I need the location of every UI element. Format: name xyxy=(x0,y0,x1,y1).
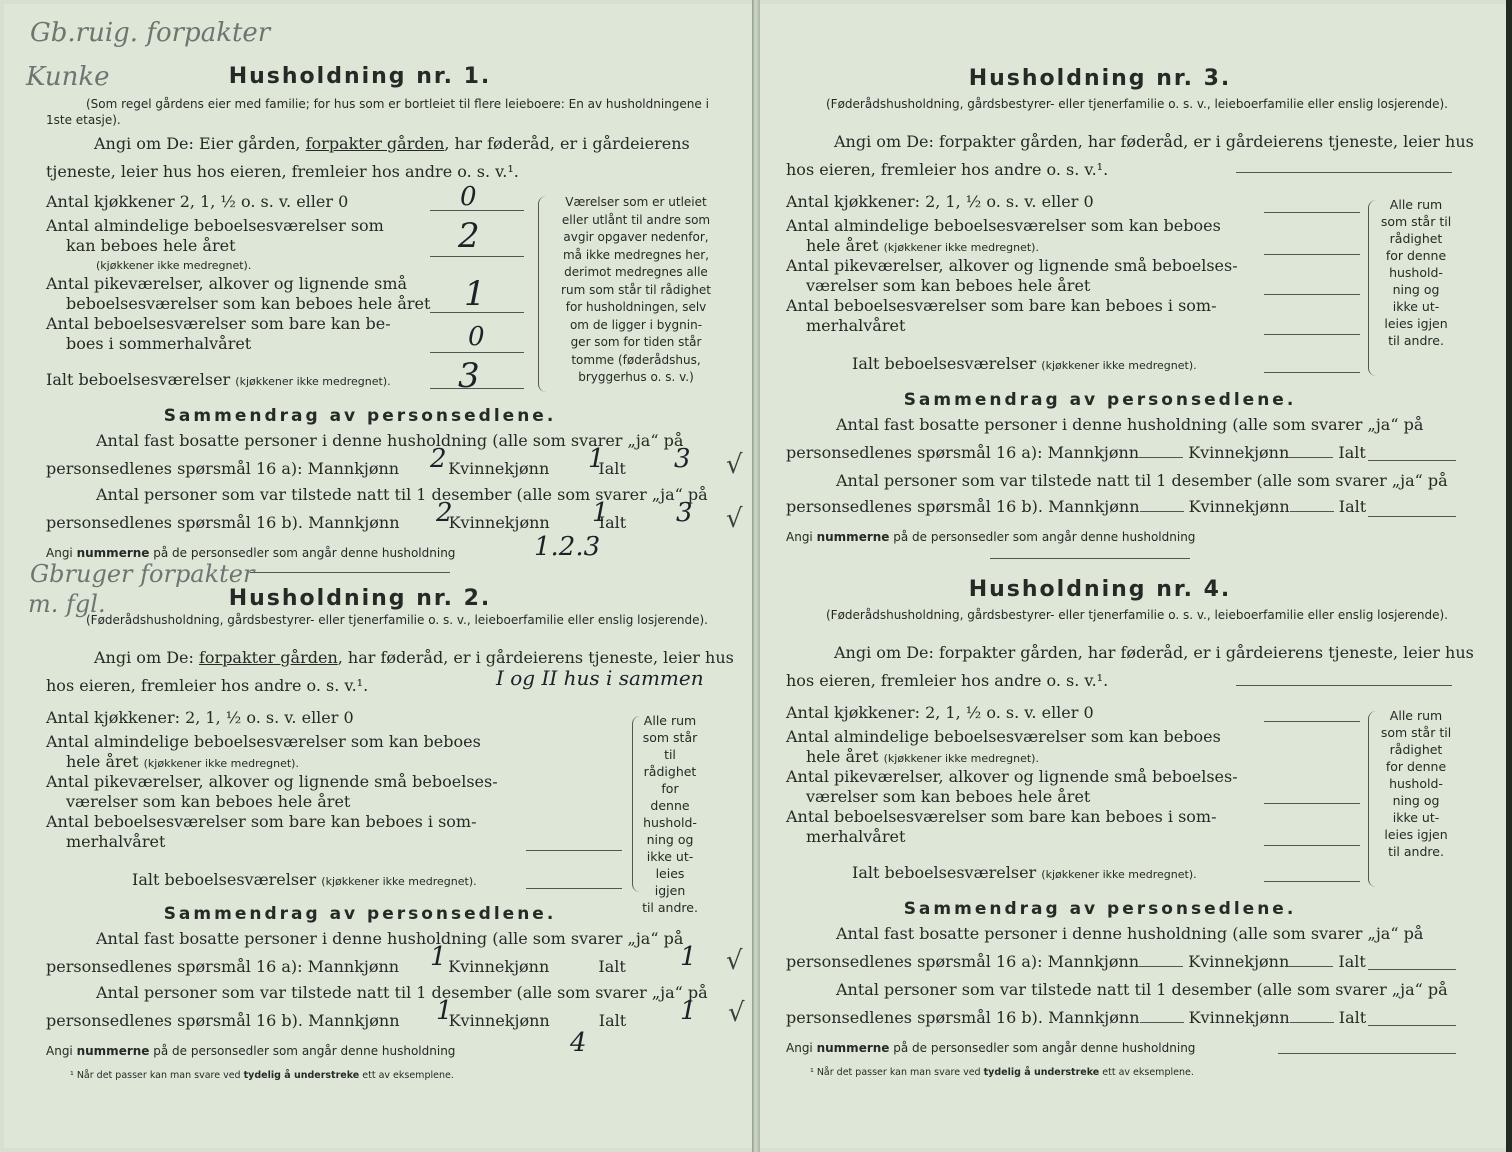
ikke-medregnet-note: (kjøkkener ikke medregnet). xyxy=(883,752,1039,765)
ialt-paren: (kjøkkener ikke medregnet). xyxy=(1041,868,1197,881)
separator-line xyxy=(250,572,450,573)
side-note-line: ikke ut- xyxy=(646,849,694,864)
mann-label: Mannkjønn xyxy=(1048,497,1140,516)
side-note-line: Alle rum xyxy=(1389,708,1443,723)
sammendrag-title: Sammendrag av personsedlene. xyxy=(163,904,557,924)
side-note-line: tomme (føderådshus, xyxy=(571,352,701,367)
ikke-medregnet-note: (kjøkkener ikke medregnet). xyxy=(96,259,252,272)
ialt-short-label: Ialt xyxy=(1338,952,1366,971)
side-note-line: eller utlånt til andre som xyxy=(561,212,711,227)
check-mark: √ xyxy=(726,946,743,976)
answer-line xyxy=(430,352,524,353)
side-note-line: leies igjen xyxy=(654,866,686,898)
side-note-line: rum som står til rådighet xyxy=(561,282,711,297)
sammendrag-title: Sammendrag av personsedlene. xyxy=(903,390,1297,410)
ialt-row xyxy=(132,870,477,892)
pike-row: Antal pikeværelser, alkover og lignende små beboelses- xyxy=(46,772,498,791)
side-note-line: til andre. xyxy=(642,900,698,915)
hw-a-ialt: 1 xyxy=(680,942,697,972)
side-note-line: som står til xyxy=(1380,725,1452,740)
mann-label: Mannkjønn xyxy=(308,1011,400,1030)
ialt-short-label: Ialt xyxy=(598,1011,627,1030)
side-note-line: ikke ut- xyxy=(1392,810,1440,825)
fast-line-1: Antal fast bosatte personer i denne husholdning (alle som svarer „ja“ på xyxy=(836,415,1424,434)
hw-b-kvinne: 1 xyxy=(592,498,609,528)
almindelige-row: Antal almindelige beboelsesværelser som kan beboes xyxy=(786,727,1221,746)
angi-text-b: , har føderåd, er i gårdeierens tjeneste, leier hus hos eieren, fremleier hos andre o. s. v.¹. xyxy=(46,648,734,695)
nummer-label-b: nummerne xyxy=(816,530,890,544)
fast-line-1: Antal fast bosatte personer i denne husholdning (alle som svarer „ja“ på xyxy=(96,929,684,948)
hw-b-ialt: 3 xyxy=(676,498,693,528)
hw-b-mann: 2 xyxy=(436,498,453,528)
hw-a-mann: 2 xyxy=(430,444,447,474)
angi-prefix: Angi om De: xyxy=(834,132,934,151)
answer-line xyxy=(1236,172,1452,173)
angi-text-a: Eier gården, xyxy=(198,134,301,153)
answer-line xyxy=(1368,460,1456,461)
nummer-line xyxy=(786,530,1195,544)
kvinne-label: Kvinnekjønn xyxy=(448,513,550,532)
angi-text-b: forpakter gården, har føderåd, er i gårdeierens tjeneste, leier hus hos eieren, fremleier hos andre o. s. v.¹. xyxy=(786,643,1474,690)
sommer-row: Antal beboelsesværelser som bare kan beboes i som- xyxy=(786,807,1217,826)
ialt-short-label: Ialt xyxy=(598,513,627,532)
nummer-label-a: Angi xyxy=(786,530,813,544)
side-note-line: avgir opgaver nedenfor, xyxy=(563,230,709,244)
angi-prefix: Angi om De: xyxy=(94,648,194,667)
kjokkener-row: Antal kjøkkener: 2, 1, ½ o. s. v. eller 0 xyxy=(786,703,1094,722)
sommer-row: Antal beboelsesværelser som bare kan beboes i som- xyxy=(46,812,477,831)
household-intro: (Føderådshusholdning, gårdsbestyrer- eller tjenerfamilie o. s. v., leieboerfamilie eller enslig losjerende). xyxy=(826,608,1448,622)
household-title: Husholdning nr. 2. xyxy=(228,586,492,611)
hw-a-mann: 1 xyxy=(430,942,447,972)
household-3 xyxy=(780,62,1500,602)
ialt-label: Ialt beboelsesværelser xyxy=(852,354,1037,373)
answer-line xyxy=(1264,803,1360,804)
footnote-text-a: ¹ Når det passer kan man svare ved xyxy=(810,1067,981,1078)
side-note-line: hushold- xyxy=(643,815,697,830)
side-note-line: ikke ut- xyxy=(1392,299,1440,314)
mann-label: Mannkjønn xyxy=(1047,443,1140,462)
nummer-label-b: nummerne xyxy=(76,546,150,560)
hw-angi-answer: I og II hus i sammen xyxy=(496,666,704,690)
footnote xyxy=(70,1070,454,1081)
household-1 xyxy=(40,60,760,600)
side-note-line: Alle rum xyxy=(1389,197,1443,212)
side-note-line: bryggerhus o. s. v.) xyxy=(578,370,694,384)
pencil-note-top-2: Kunke xyxy=(26,62,110,92)
tilstede-label: personsedlenes spørsmål 16 b). xyxy=(786,497,1043,516)
fast-line-2 xyxy=(786,440,1506,466)
side-note-line: ger som for tiden står xyxy=(570,335,702,349)
fast-label: personsedlenes spørsmål 16 a): xyxy=(786,443,1043,462)
hw-a-ialt: 3 xyxy=(674,444,691,474)
side-note-line: rådighet xyxy=(643,764,697,779)
ialt-label: Ialt beboelsesværelser xyxy=(46,370,231,389)
answer-line xyxy=(1278,1053,1456,1054)
side-note-line: for denne xyxy=(650,781,690,813)
fast-label: personsedlenes spørsmål 16 a): xyxy=(46,957,303,976)
pike-row-cont: værelser som kan beboes hele året xyxy=(806,276,1091,295)
nummer-label-a: Angi xyxy=(786,1041,813,1055)
answer-line xyxy=(1264,721,1360,722)
household-2 xyxy=(40,582,760,1122)
kvinne-label: Kvinnekjønn xyxy=(1188,952,1290,971)
pike-row-cont: værelser som kan beboes hele året xyxy=(806,787,1091,806)
hw-b-mann: 1 xyxy=(436,996,453,1026)
side-note-line: som står til xyxy=(1380,214,1452,229)
hele-aret-label: hele året xyxy=(66,752,139,771)
kvinne-label: Kvinnekjønn xyxy=(1188,443,1290,462)
ialt-paren: (kjøkkener ikke medregnet). xyxy=(1041,359,1197,372)
angi-question xyxy=(46,130,736,186)
household-title: Husholdning nr. 4. xyxy=(968,577,1232,602)
mann-label: Mannkjønn xyxy=(1047,952,1140,971)
side-note xyxy=(1376,196,1456,349)
fast-label: personsedlenes spørsmål 16 a): xyxy=(786,952,1043,971)
nummer-label-b: nummerne xyxy=(816,1041,890,1055)
kjokkener-row: Antal kjøkkener 2, 1, ½ o. s. v. eller 0 xyxy=(46,192,349,211)
household-intro: (Føderådshusholdning, gårdsbestyrer- eller tjenerfamilie o. s. v., leieboerfamilie eller enslig losjerende). xyxy=(826,97,1448,111)
angi-prefix: Angi om De: xyxy=(834,643,934,662)
angi-underlined: forpakter gården xyxy=(198,648,338,667)
answer-line xyxy=(1264,212,1360,213)
kvinne-label: Kvinnekjønn xyxy=(448,459,550,478)
pike-row-cont: værelser som kan beboes hele året xyxy=(66,792,351,811)
nummer-label-c: på de personsedler som angår denne husholdning xyxy=(153,1044,456,1058)
ialt-label: Ialt beboelsesværelser xyxy=(132,870,317,889)
nummer-label-c: på de personsedler som angår denne husholdning xyxy=(153,546,456,560)
scan-edge xyxy=(1506,0,1512,1152)
tilstede-label: personsedlenes spørsmål 16 b). xyxy=(786,1008,1043,1027)
almindelige-row-cont: kan beboes hele året xyxy=(66,236,236,255)
angi-prefix: Angi om De: xyxy=(94,134,194,153)
kvinne-label: Kvinnekjønn xyxy=(1188,497,1290,516)
ialt-short-label: Ialt xyxy=(598,459,626,478)
side-note-line: derimot medregnes alle xyxy=(564,265,708,279)
side-note-line: ning og xyxy=(1392,282,1440,297)
angi-underlined: forpakter gården xyxy=(305,134,445,153)
tilstede-line-2 xyxy=(46,510,766,536)
mann-label: Mannkjønn xyxy=(307,957,400,976)
sommer-row: Antal beboelsesværelser som bare kan be- xyxy=(46,314,391,333)
footnote-bold: tydelig å understreke xyxy=(983,1067,1100,1078)
side-note-line: leies igjen xyxy=(1384,316,1448,331)
hw-ialt: 3 xyxy=(458,356,480,396)
ialt-row xyxy=(852,863,1197,885)
nummer-line xyxy=(46,1044,455,1058)
pike-row: Antal pikeværelser, alkover og lignende små beboelses- xyxy=(786,767,1238,786)
kvinne-label: Kvinnekjønn xyxy=(448,1011,550,1030)
answer-line xyxy=(1368,1025,1456,1026)
household-title: Husholdning nr. 1. xyxy=(228,64,492,89)
hw-nummer: 4 xyxy=(570,1028,587,1058)
angi-question xyxy=(786,639,1476,695)
footnote xyxy=(810,1067,1194,1078)
side-note-line: hushold- xyxy=(1389,776,1443,791)
side-note xyxy=(1376,707,1456,860)
answer-line xyxy=(526,888,622,889)
sammendrag-title: Sammendrag av personsedlene. xyxy=(903,899,1297,919)
ialt-short-label: Ialt xyxy=(598,957,626,976)
side-note-line: ning og xyxy=(646,832,694,847)
side-note-line: til andre. xyxy=(1388,333,1444,348)
hw-kjokkener: 0 xyxy=(460,182,477,212)
ialt-paren: (kjøkkener ikke medregnet). xyxy=(235,375,391,388)
household-title: Husholdning nr. 3. xyxy=(968,66,1232,91)
hw-nummer: 1.2.3 xyxy=(534,532,601,562)
answer-line xyxy=(1264,294,1360,295)
household-intro: (Føderådshusholdning, gårdsbestyrer- eller tjenerfamilie o. s. v., leieboerfamilie eller enslig losjerende). xyxy=(86,613,708,627)
side-note-line: om de ligger i bygnin- xyxy=(569,317,703,332)
sommer-row-cont: merhalvåret xyxy=(806,316,906,335)
almindelige-row: Antal almindelige beboelsesværelser som kan beboes xyxy=(786,216,1221,235)
tilstede-label: personsedlenes spørsmål 16 b). xyxy=(46,513,303,532)
side-note-line: rådighet xyxy=(1389,742,1443,757)
sommer-row-cont: boes i sommerhalvåret xyxy=(66,334,252,353)
answer-line xyxy=(526,850,622,851)
kjokkener-row: Antal kjøkkener: 2, 1, ½ o. s. v. eller 0 xyxy=(786,192,1094,211)
pike-row-cont: beboelsesværelser som kan beboes hele året xyxy=(66,294,431,313)
hw-pike: 1 xyxy=(464,274,486,314)
check-mark: √ xyxy=(726,504,743,534)
fast-line-2 xyxy=(786,949,1506,975)
ikke-medregnet-note: (kjøkkener ikke medregnet). xyxy=(883,241,1039,254)
answer-line xyxy=(1368,969,1456,970)
check-mark: √ xyxy=(728,998,745,1028)
side-note-line: må ikke medregnes her, xyxy=(562,247,709,262)
household-intro: (Som regel gårdens eier med familie; for hus som er bortleiet til flere leieboere: En av husholdningene i 1ste etasje). xyxy=(46,97,709,127)
tilstede-line-1: Antal personer som var tilstede natt til 1 desember (alle som svarer „ja“ på xyxy=(836,980,1448,999)
almindelige-row-cont xyxy=(806,236,1039,258)
kjokkener-row: Antal kjøkkener: 2, 1, ½ o. s. v. eller 0 xyxy=(46,708,354,727)
hele-aret-label: hele året xyxy=(806,747,879,766)
nummer-line xyxy=(786,1041,1195,1055)
tilstede-line-1: Antal personer som var tilstede natt til 1 desember (alle som svarer „ja“ på xyxy=(836,471,1448,490)
ialt-short-label: Ialt xyxy=(1338,443,1366,462)
side-note-line: hushold- xyxy=(1389,265,1443,280)
tilstede-line-2 xyxy=(786,1005,1506,1031)
almindelige-row-cont xyxy=(66,752,299,774)
tilstede-line-1: Antal personer som var tilstede natt til 1 desember (alle som svarer „ja“ på xyxy=(96,983,708,1002)
almindelige-row-cont xyxy=(806,747,1039,769)
kvinne-label: Kvinnekjønn xyxy=(1188,1008,1290,1027)
side-note-line: for denne xyxy=(1385,248,1447,263)
mann-label: Mannkjønn xyxy=(1048,1008,1140,1027)
pike-row: Antal pikeværelser, alkover og lignende små xyxy=(46,274,408,293)
ikke-medregnet-note: (kjøkkener ikke medregnet). xyxy=(143,757,299,770)
angi-question xyxy=(786,128,1476,184)
answer-line xyxy=(1236,685,1452,686)
answer-line xyxy=(430,210,524,211)
side-note-line: til andre. xyxy=(1388,844,1444,859)
mann-label: Mannkjønn xyxy=(308,513,400,532)
hw-a-kvinne: 1 xyxy=(588,444,605,474)
hw-b-ialt: 1 xyxy=(680,996,697,1026)
answer-line xyxy=(430,256,524,257)
angi-text-b: forpakter gården, har føderåd, er i gårdeierens tjeneste, leier hus hos eieren, fremleier hos andre o. s. v.¹. xyxy=(786,132,1474,179)
side-note-line: ning og xyxy=(1392,793,1440,808)
fast-label: personsedlenes spørsmål 16 a): xyxy=(46,459,303,478)
pencil-note-top-1: Gb.ruig. forpakter xyxy=(30,18,271,48)
pike-row: Antal pikeværelser, alkover og lignende små beboelses- xyxy=(786,256,1238,275)
nummer-label-c: på de personsedler som angår denne husholdning xyxy=(893,1041,1196,1055)
footnote-text-a: ¹ Når det passer kan man svare ved xyxy=(70,1070,241,1081)
tilstede-label: personsedlenes spørsmål 16 b). xyxy=(46,1011,303,1030)
side-note xyxy=(640,712,700,916)
fast-line-2 xyxy=(46,456,766,482)
kvinne-label: Kvinnekjønn xyxy=(448,957,550,976)
side-note-line: for denne xyxy=(1385,759,1447,774)
sammendrag-title: Sammendrag av personsedlene. xyxy=(163,406,557,426)
answer-line xyxy=(1264,334,1360,335)
side-note-line: Værelser som er utleiet xyxy=(565,195,707,209)
tilstede-line-1: Antal personer som var tilstede natt til 1 desember (alle som svarer „ja“ på xyxy=(96,485,708,504)
separator-line xyxy=(990,558,1190,559)
household-4 xyxy=(780,575,1500,1115)
footnote-bold: tydelig å understreke xyxy=(243,1070,360,1081)
side-note-line: leies igjen xyxy=(1384,827,1448,842)
nummer-line xyxy=(46,546,455,560)
sommer-row-cont: merhalvåret xyxy=(66,832,166,851)
answer-line xyxy=(1264,254,1360,255)
answer-line xyxy=(1264,881,1360,882)
nummer-label-a: Angi xyxy=(46,546,73,560)
footnote-text-b: ett av eksemplene. xyxy=(362,1070,454,1081)
almindelige-row: Antal almindelige beboelsesværelser som xyxy=(46,216,384,235)
side-note-hh1 xyxy=(546,194,726,387)
answer-line xyxy=(1264,845,1360,846)
ialt-row xyxy=(46,370,391,392)
hw-sommer: 0 xyxy=(468,322,485,352)
sommer-row: Antal beboelsesværelser som bare kan beboes i som- xyxy=(786,296,1217,315)
pencil-note-mid-1: Gbruger forpakter xyxy=(30,560,255,588)
hele-aret-label: hele året xyxy=(806,236,879,255)
hw-almindelige: 2 xyxy=(458,216,480,256)
side-note-line: rådighet xyxy=(1389,231,1443,246)
ialt-paren: (kjøkkener ikke medregnet). xyxy=(321,875,477,888)
answer-line xyxy=(1368,516,1456,517)
fast-line-1: Antal fast bosatte personer i denne husholdning (alle som svarer „ja“ på xyxy=(96,431,684,450)
nummer-label-c: på de personsedler som angår denne husholdning xyxy=(893,530,1196,544)
footnote-text-b: ett av eksemplene. xyxy=(1102,1067,1194,1078)
ialt-row xyxy=(852,354,1197,376)
pencil-note-mid-2: m. fgl. xyxy=(28,590,106,618)
side-note-line: for husholdningen, selv xyxy=(565,300,707,314)
angi-text-b: , har føderåd, er i gårdeierens tjeneste, leier hus hos eieren, fremleier hos andre o. s. v.¹. xyxy=(46,134,690,181)
sommer-row-cont: merhalvåret xyxy=(806,827,906,846)
mann-label: Mannkjønn xyxy=(307,459,400,478)
nummer-label-a: Angi xyxy=(46,1044,73,1058)
ialt-short-label: Ialt xyxy=(1338,497,1367,516)
side-note-line: Alle rum xyxy=(643,713,697,728)
check-mark: √ xyxy=(726,450,743,480)
fast-line-2 xyxy=(46,954,766,980)
almindelige-row: Antal almindelige beboelsesværelser som kan beboes xyxy=(46,732,481,751)
tilstede-line-2 xyxy=(46,1008,766,1034)
ialt-label: Ialt beboelsesværelser xyxy=(852,863,1037,882)
answer-line xyxy=(1264,372,1360,373)
nummer-label-b: nummerne xyxy=(76,1044,150,1058)
ialt-short-label: Ialt xyxy=(1338,1008,1367,1027)
side-note-line: som står til xyxy=(642,730,698,762)
fast-line-1: Antal fast bosatte personer i denne husholdning (alle som svarer „ja“ på xyxy=(836,924,1424,943)
